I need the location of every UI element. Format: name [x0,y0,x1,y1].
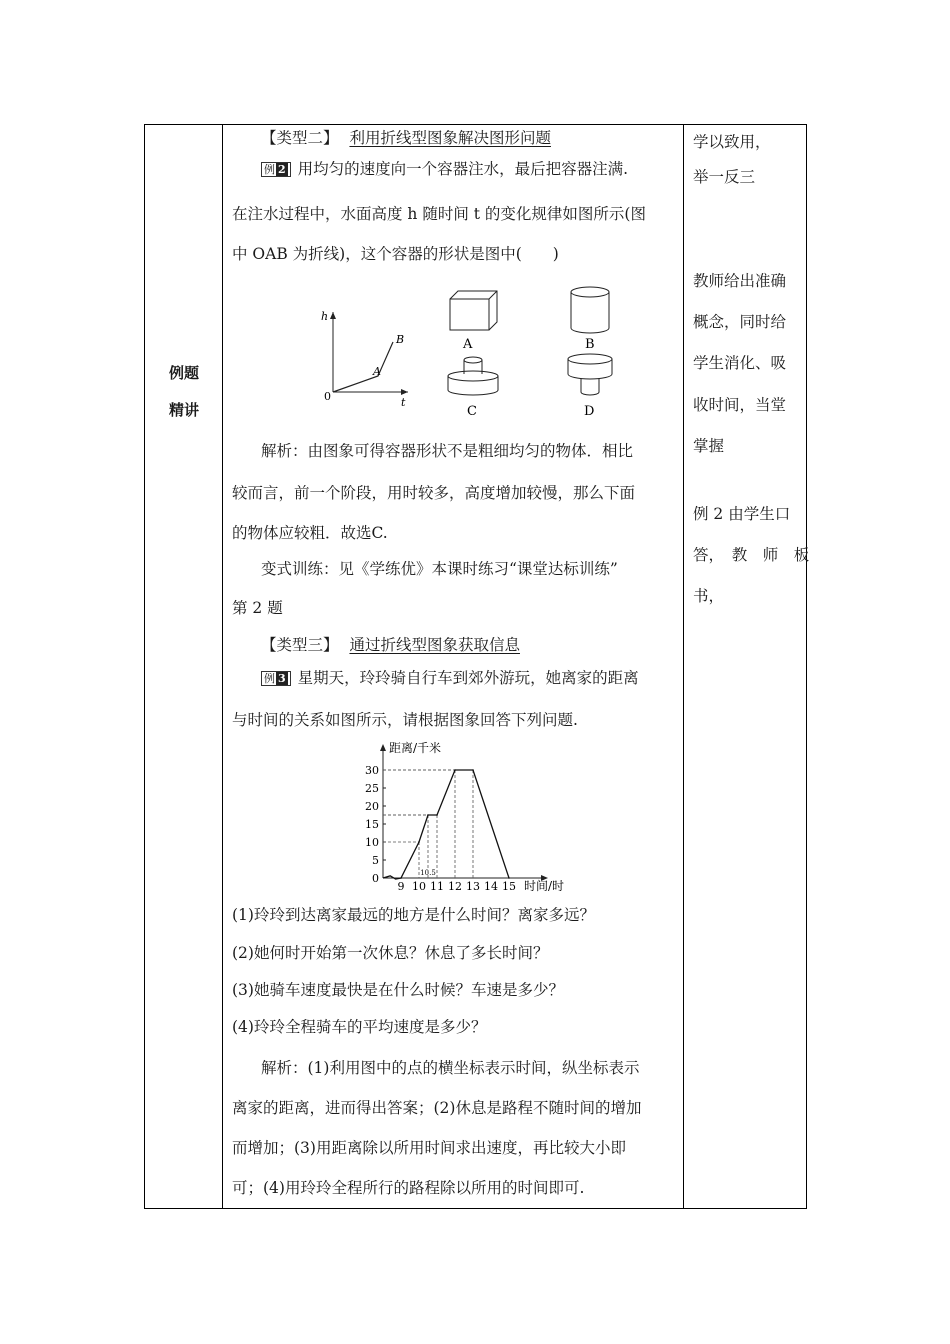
ex2-figures [223,280,683,430]
point-b-label: B [396,333,405,346]
type3-title: 通过折线型图象获取信息 [349,636,520,654]
x-tick-label: 9 [397,880,405,893]
example-badge: 例 3 [261,671,291,686]
ex2-line: 中 OAB 为折线)，这个容器的形状是图中( ) [232,245,559,263]
row-label-line: 精讲 [168,401,199,419]
type2-title: 利用折线型图象解决图形问题 [349,129,551,147]
note-line: 举一反三 [693,168,756,186]
x-tick-label: 10 [412,880,426,893]
row-label-line: 例题 [168,364,199,382]
type3-heading [261,638,520,654]
note-line: 收时间，当堂 [693,396,787,414]
row-label-cell [145,125,223,1208]
data-point [508,877,510,879]
question-line: (2)她何时开始第一次休息？休息了多长时间？ [232,944,549,962]
y-tick-label: 10 [365,836,379,849]
data-point [454,769,456,771]
variant-line: 变式训练：见《学练优》本课时练习“课堂达标训练” [261,560,618,578]
option-a-label: A [463,337,473,352]
note-line: 学以致用， [693,133,771,151]
y-tick-label: 30 [365,764,379,777]
axis-h-label: h [321,310,329,323]
option-c-label: C [467,404,477,419]
note-line: 掌握 [693,437,725,455]
ex3-line: 例 3 星期天，玲玲骑自行车到郊外游玩，她离家的距离 [261,671,639,687]
x-tick-label: 14 [484,880,498,893]
stepped-container-d [568,354,612,395]
x-axis-label: 时间/时 [524,879,565,893]
data-point [400,877,402,879]
x-tick-label: 12 [448,880,462,893]
y-tick-label: 25 [365,782,379,795]
solution2-line: 解析：由图象可得容器形状不是粗细均匀的物体．相比 [261,442,634,460]
y-axis-arrow [380,744,386,751]
x-tick-label: 13 [466,880,480,893]
note-line: 教师给出准确 [693,272,787,290]
y-tick-label: 0 [372,872,379,885]
lesson-table [144,124,810,1209]
y-tick-label: 15 [365,818,379,831]
origin-label: 0 [324,390,331,403]
example-badge: 例 2 [261,162,291,177]
stepped-container-c [448,357,498,395]
question-line: (4)玲玲全程骑车的平均速度是多少？ [232,1018,487,1036]
ex2-line: 在注水过程中，水面高度 h 随时间 t 的变化规律如图所示(图 [232,205,646,223]
distance-time-chart [353,740,583,895]
data-point [418,841,420,843]
x-tick-label: 11 [430,880,444,893]
y-tick-label: 20 [365,800,379,813]
note-line: 例 2 由学生口 [693,505,791,523]
solution3-line: 解析：(1)利用图中的点的横坐标表示时间，纵坐标表示 [261,1059,640,1077]
data-point [472,769,474,771]
solution3-line: 而增加；(3)用距离除以所用时间求出速度，再比较大小即 [232,1139,626,1157]
ex3-line: 与时间的关系如图所示，请根据图象回答下列问题. [232,711,578,729]
question-line: (3)她骑车速度最快是在什么时候？车速是多少？ [232,981,564,999]
solution2-line: 较而言，前一个阶段，用时较多，高度增加较慢，那么下面 [232,484,636,502]
x-tick-label: 15 [502,880,516,893]
variant-line: 第 2 题 [232,599,283,617]
solution3-line: 离家的距离，进而得出答案；(2)休息是路程不随时间的增加 [232,1099,642,1117]
cylinder-figure [571,287,609,333]
axis-t-label: t [401,396,406,409]
solution2-line: 的物体应较粗．故选C. [232,524,388,542]
option-b-label: B [585,337,595,352]
y-tick-label: 5 [372,854,379,867]
option-d-label: D [584,404,595,419]
note-line: 学生消化、吸 [693,354,787,372]
cube-figure [450,291,497,330]
note-line: 概念，同时给 [693,313,787,331]
data-point [436,814,438,816]
solution3-line: 可；(4)用玲玲全程所行的路程除以所用的时间即可. [232,1179,585,1197]
point-a-label: A [373,365,381,378]
y-axis-label: 距离/千米 [389,741,442,755]
note-line: 答， 教 师 板 [693,546,810,564]
ex2-line: 例 2 用均匀的速度向一个容器注水，最后把容器注满. [261,162,628,178]
content-cell [223,125,683,1208]
x-minor-tick-label: 10.5 [420,869,436,877]
type2-heading [261,131,551,147]
ht-graph [321,310,408,409]
data-point [427,814,429,816]
note-line: 书， [693,587,725,605]
question-line: (1)玲玲到达离家最远的地方是什么时间？离家多远？ [232,906,595,924]
type3-bracket: 【类型三】 [261,636,339,654]
distance-series-line [383,770,509,879]
notes-cell [684,125,810,1208]
type2-bracket: 【类型二】 [261,129,339,147]
